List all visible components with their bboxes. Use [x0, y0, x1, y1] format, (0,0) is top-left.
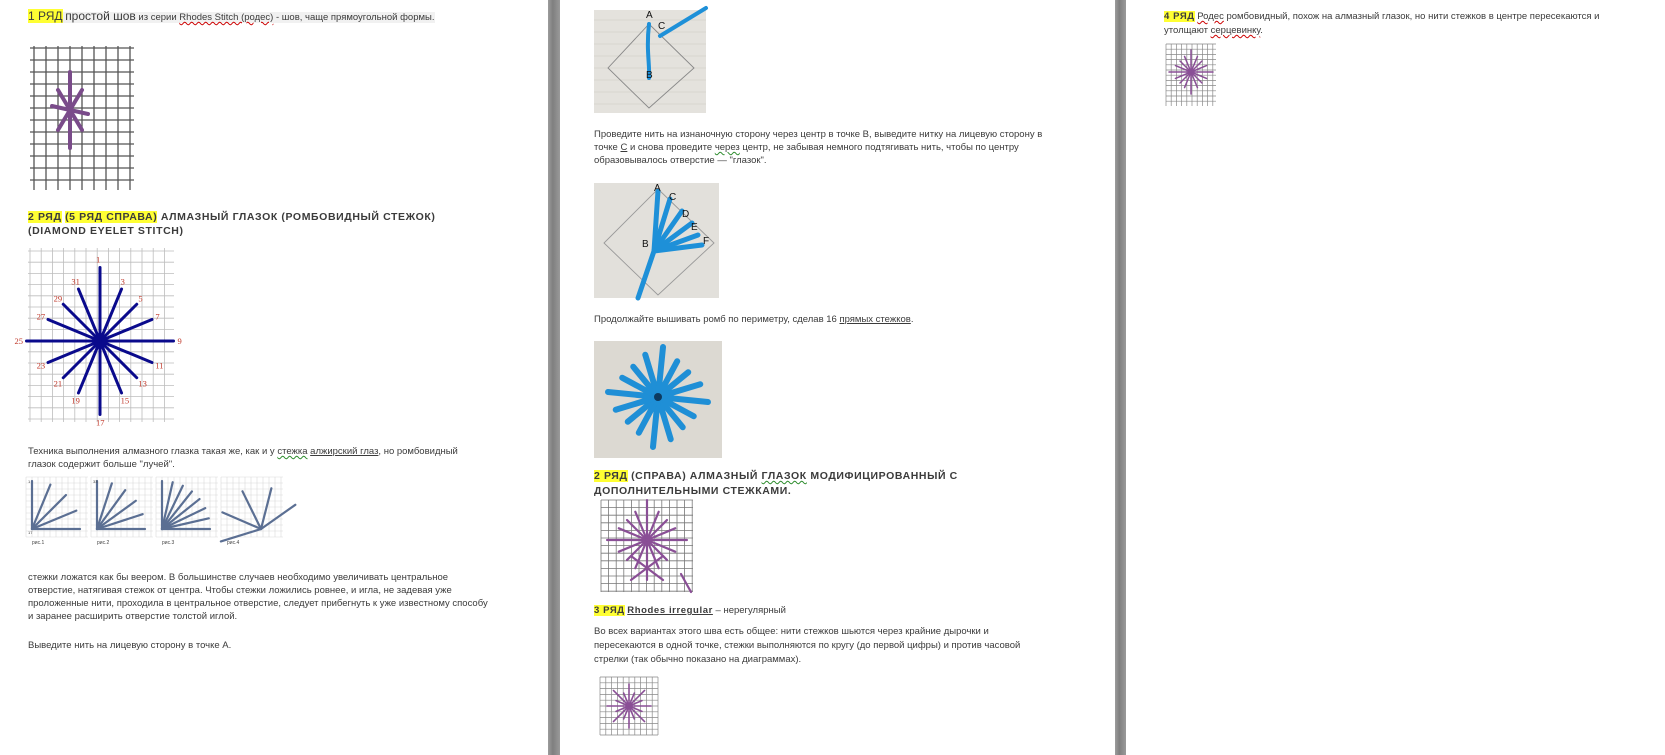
row2-tag2: (5 РЯД СПРАВА): [65, 211, 158, 223]
row2-tag: 2 РЯД: [28, 211, 62, 223]
irregular-stitch: [629, 690, 645, 706]
diamond-number-label: 19: [71, 395, 80, 406]
final-instruction: Выведите нить на лицевую сторону в точке А.: [28, 640, 232, 651]
row1-title: простой шов: [65, 9, 136, 23]
fan-corner-label: 17: [28, 530, 33, 535]
row4-link: Родес: [1197, 11, 1224, 22]
rhodes-stitch-diagram: [30, 46, 134, 190]
irregular-stitch: [613, 706, 629, 722]
row2-title-b: (DIAMOND EYELET STITCH): [28, 225, 184, 237]
fan-diagrams: [26, 477, 306, 547]
technique-line2: глазок содержит больше "лучей".: [28, 459, 175, 470]
instruction-line3: образовывалось отверстие — "глазок".: [594, 155, 767, 166]
general-line: Во всех вариантах этого шва есть общее: нити стежков шьются через крайние дырочки и: [594, 626, 989, 637]
diamond-number-label: 11: [155, 360, 164, 371]
row4-link-core: серцевинку: [1210, 25, 1261, 36]
row1-link: Rhodes Stitch (родес): [179, 12, 274, 23]
photo2-label: F: [703, 236, 710, 247]
technique-text-b: , но ромбовидный: [378, 446, 458, 457]
row4-paragraph: [1164, 10, 1604, 38]
diamond-number-label: 5: [138, 293, 143, 304]
document-page-1: [0, 0, 548, 755]
instruction-text: и снова проведите: [629, 142, 713, 153]
instruction-text: точке: [594, 142, 618, 153]
fan-diagram: [26, 477, 88, 546]
photo1-label: C: [658, 21, 666, 32]
photo2-label: B: [642, 239, 649, 250]
irregular-svg: [600, 677, 658, 735]
modified-eyelet-diagram: [601, 500, 693, 592]
irregular-stitch: [613, 690, 629, 706]
photo2-label: C: [669, 192, 677, 203]
general-line: пересекаются в одной точке, стежки выполняются по кругу (до первой цифры) и против часовой: [594, 640, 1021, 651]
row4-tag: 4 РЯД: [1164, 11, 1195, 22]
fan-diagrams-svg: [26, 477, 306, 547]
row1-text-b: - шов, чаще прямоугольной формы.: [275, 12, 435, 23]
paragraph-block: [28, 571, 488, 623]
row3-text: – нерегулярный: [715, 605, 786, 616]
row1-text-a: из серии: [138, 12, 177, 23]
photo-step-1: [594, 10, 706, 113]
fan-stitch: [97, 514, 143, 529]
paragraph-line: отверстие, натягивая стежок от центра. Чтобы стежки ложились ровнее, и игла, не задевая уже: [28, 585, 452, 596]
row3-heading: [594, 604, 786, 617]
technique-text-a: Техника выполнения алмазного глазка такая же, как и у: [28, 446, 275, 457]
row2-modified-title-a: (СПРАВА) АЛМАЗНЫЙ: [631, 470, 759, 482]
diamond-number-label: 31: [71, 276, 80, 287]
row1-tag: 1 РЯД: [28, 9, 63, 23]
diamond-number-label: 3: [120, 276, 125, 287]
rhodes-diamond-diagram: [1166, 44, 1216, 106]
continue-text: Продолжайте вышивать ромб по периметру, сделав 16: [594, 314, 837, 325]
irregular-stitch: [629, 706, 645, 722]
page-gutter: [548, 0, 560, 755]
paragraph-line: и заранее расширить отверстие толстой иглой.: [28, 611, 238, 622]
row2-modified-heading: [594, 469, 958, 499]
technique-link-stitch: стежка: [277, 446, 308, 457]
row2-modified-title-b: МОДИФИЦИРОВАННЫЙ С: [810, 470, 958, 482]
row2-modified-link: ГЛАЗОК: [761, 470, 807, 482]
fan-caption: рис.2: [97, 540, 110, 546]
modified-eyelet-svg: [601, 500, 693, 592]
diamond-number-label: 21: [53, 378, 63, 389]
row1-heading: [28, 10, 435, 24]
fan-caption: рис.1: [32, 540, 45, 546]
diamond-number-label: 17: [96, 417, 105, 428]
row4-line2-a: утолщают: [1164, 25, 1208, 36]
diamond-number-label: 7: [155, 311, 160, 322]
instruction-link-through: через: [714, 142, 740, 153]
photo2-label: D: [682, 209, 690, 220]
diamond-eyelet-svg: [14, 248, 182, 428]
page-gutter: [1115, 0, 1126, 755]
diamond-number-label: 27: [36, 311, 46, 322]
continue-link: прямых стежков: [839, 314, 911, 325]
photo1-label: A: [646, 10, 653, 21]
photo2-label: A: [654, 183, 661, 194]
instruction-paragraph: [594, 128, 1042, 167]
row2-title-a: АЛМАЗНЫЙ ГЛАЗОК (РОМБОВИДНЫЙ СТЕЖОК): [160, 211, 436, 223]
fan-caption: рис.4: [227, 540, 240, 546]
technique-paragraph: [28, 445, 458, 471]
row3-link: Rhodes irregular: [627, 605, 713, 616]
technique-link-algerian: алжирский глаз: [310, 446, 379, 457]
row3-tag: 3 РЯД: [594, 605, 625, 616]
extra-stitch: [681, 574, 691, 592]
fan-stitch: [32, 495, 66, 529]
fan-stitch: [97, 483, 112, 529]
diamond-number-label: 29: [53, 293, 63, 304]
general-paragraph: [594, 625, 1020, 667]
row4-line2-b: .: [1260, 25, 1263, 36]
diamond-eyelet-diagram: [14, 248, 182, 428]
diamond-number-label: 15: [120, 395, 130, 406]
photo-step-2: [594, 183, 719, 298]
instruction-line2: [594, 141, 1042, 154]
row4-line1: ромбовидный, похож на алмазный глазок, но нити стежков в центре пересекаются и: [1226, 11, 1600, 22]
fan-corner-label: 1: [28, 479, 31, 484]
continue-end: .: [910, 314, 914, 325]
photo2-label: E: [691, 222, 698, 233]
row2-modified-tag: 2 РЯД: [594, 470, 628, 482]
paragraph-line: проложенные нити, проходила в центральное отверстие, следует прибегнуть к уже известному способу: [28, 598, 488, 609]
general-line: стрелки (так обычно показано на диаграммах).: [594, 654, 802, 665]
photo1-label: B: [646, 70, 653, 81]
fan-diagram: [156, 477, 218, 546]
photo-finished-diamond: [594, 341, 722, 458]
fan-corner-label: 33: [93, 479, 98, 484]
diamond-number-label: 25: [14, 336, 23, 346]
document-page-2: [560, 0, 1115, 755]
fan-caption: рис.3: [162, 540, 175, 546]
instruction-text: центр, не забывая немного подтягивать нить, чтобы по центру: [742, 142, 1019, 153]
diamond-number-label: 23: [36, 360, 46, 371]
continue-paragraph: [594, 313, 913, 326]
instruction-line1: Проведите нить на изнаночную сторону через центр в точке В, выведите нитку на лицевую сторону в: [594, 129, 1043, 140]
diamond-number-label: 13: [138, 378, 147, 389]
paragraph-line: стежки ложатся как бы веером. В большинстве случаев необходимо увеличивать центральное: [28, 572, 449, 583]
diamond-number-label: 1: [96, 254, 101, 265]
document-page-3: [1126, 0, 1665, 755]
diamond-number-label: 9: [177, 336, 182, 346]
irregular-diagram: [600, 677, 658, 735]
fan-diagram: [221, 477, 295, 546]
fan-diagram: [91, 477, 153, 546]
row2-modified-title-line2: ДОПОЛНИТЕЛЬНЫМИ СТЕЖКАМИ.: [594, 485, 792, 497]
instruction-link-c: С: [620, 142, 628, 153]
rhodes-diamond-svg: [1166, 44, 1216, 106]
row2-heading: [28, 210, 435, 238]
